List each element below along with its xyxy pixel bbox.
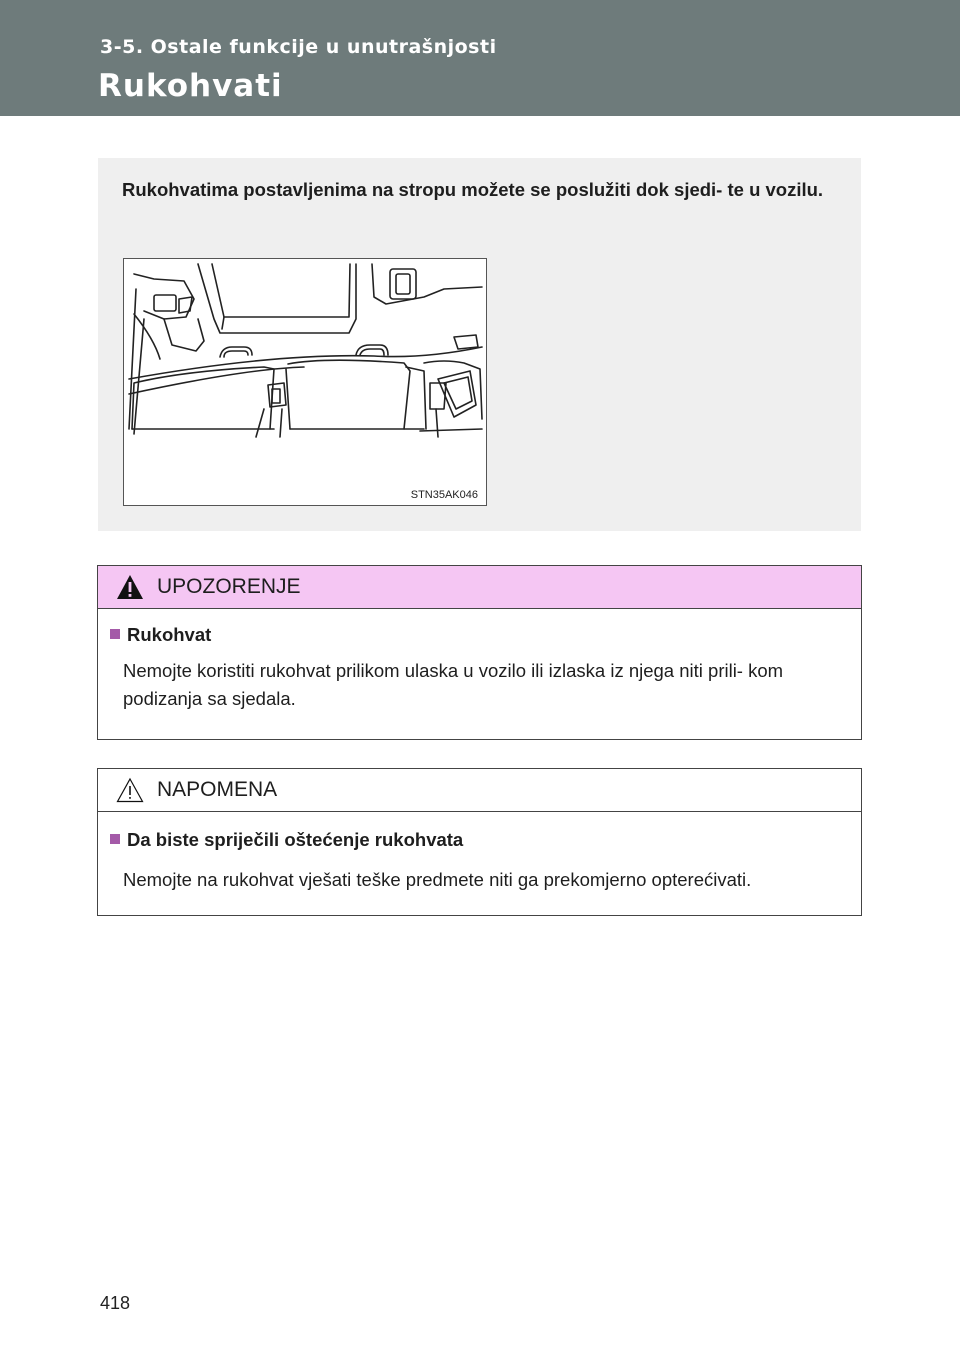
ceiling-line-drawing (124, 259, 486, 505)
bullet-square (110, 629, 120, 639)
notice-subtitle: Da biste spriječili oštećenje rukohvata (127, 829, 464, 850)
page-number: 418 (100, 1293, 131, 1313)
warning-triangle-icon (116, 574, 144, 600)
warning-callout (97, 565, 862, 740)
warning-header (98, 566, 861, 609)
intro-box (98, 158, 861, 531)
section-label: 3-5. Ostale funkcije u unutrašnjosti (100, 36, 497, 58)
page-title: Rukohvati (98, 68, 283, 104)
bullet-square (110, 834, 120, 844)
notice-label: NAPOMENA (157, 778, 278, 801)
warning-label: UPOZORENJE (157, 575, 301, 598)
warning-text: Nemojte koristiti rukohvat prilikom ulaska u vozilo ili izlaska iz njega niti prili- kom podizanja sa sjedala. (123, 660, 784, 709)
notice-header (98, 769, 861, 812)
warning-subtitle: Rukohvat (127, 624, 212, 645)
intro-text: Rukohvatima postavljenima na stropu možete se poslužiti dok sjedi- te u vozilu. (122, 179, 824, 200)
figure-code: STN35AK046 (410, 489, 478, 501)
header-band (0, 0, 960, 116)
assist-grip-illustration (123, 258, 487, 506)
notice-callout (97, 768, 862, 916)
notice-text: Nemojte na rukohvat vješati teške predmete niti ga prekomjerno opterećivati. (123, 869, 752, 890)
caution-outline-icon (116, 777, 144, 803)
